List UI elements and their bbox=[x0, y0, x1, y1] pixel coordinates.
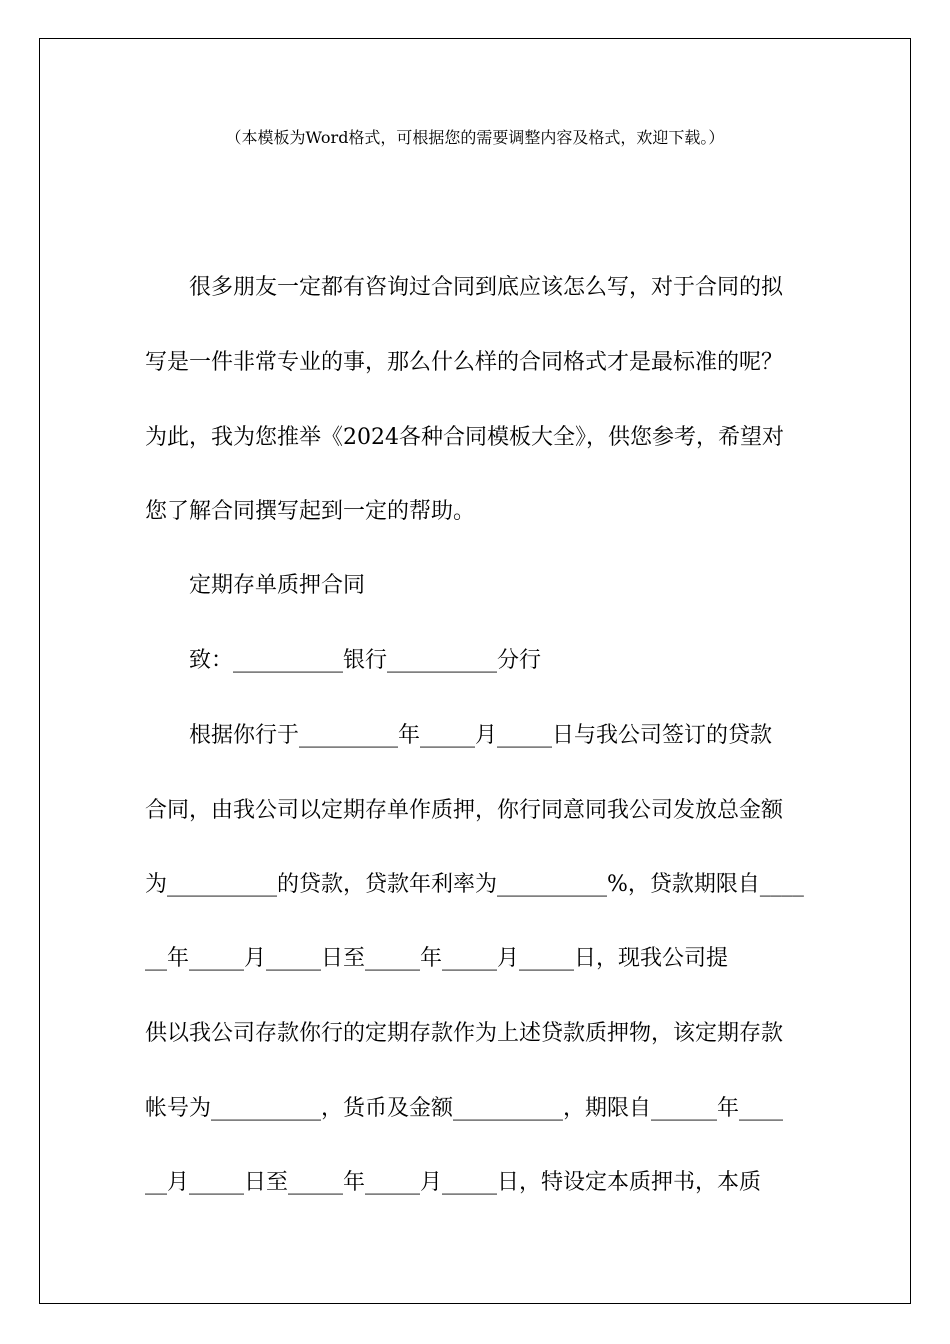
body-line-3: 为__________的贷款，贷款年利率为__________%，贷款期限自____ bbox=[145, 872, 804, 897]
body-line-6: 帐号为__________，货币及金额__________，期限自______年____ bbox=[145, 1096, 784, 1121]
paragraph-line-3: 为此，我为您推举《2024各种合同模板大全》，供您参考，希望对 bbox=[145, 425, 784, 450]
paragraph-line-2: 写是一件非常专业的事，那么什么样的合同格式才是最标准的呢？ bbox=[145, 350, 784, 375]
paragraph-line-1: 很多朋友一定都有咨询过合同到底应该怎么写，对于合同的拟 bbox=[189, 275, 784, 300]
addressee-line: 致：__________银行__________分行 bbox=[189, 648, 542, 673]
body-line-2: 合同，由我公司以定期存单作质押，你行同意同我公司发放总金额 bbox=[145, 798, 784, 823]
body-line-4: __年_____月_____日至_____年_____月_____日，现我公司提 bbox=[145, 946, 729, 971]
template-note: （本模板为Word格式，可根据您的需要调整内容及格式，欢迎下载。） bbox=[225, 128, 725, 147]
contract-title: 定期存单质押合同 bbox=[189, 573, 366, 598]
paragraph-line-4: 您了解合同撰写起到一定的帮助。 bbox=[145, 499, 476, 524]
body-line-5: 供以我公司存款你行的定期存款作为上述贷款质押物，该定期存款 bbox=[145, 1021, 784, 1046]
body-line-7: __月_____日至_____年_____月_____日，特设定本质押书，本质 bbox=[145, 1170, 762, 1195]
body-line-1: 根据你行于_________年_____月_____日与我公司签订的贷款 bbox=[189, 723, 773, 748]
